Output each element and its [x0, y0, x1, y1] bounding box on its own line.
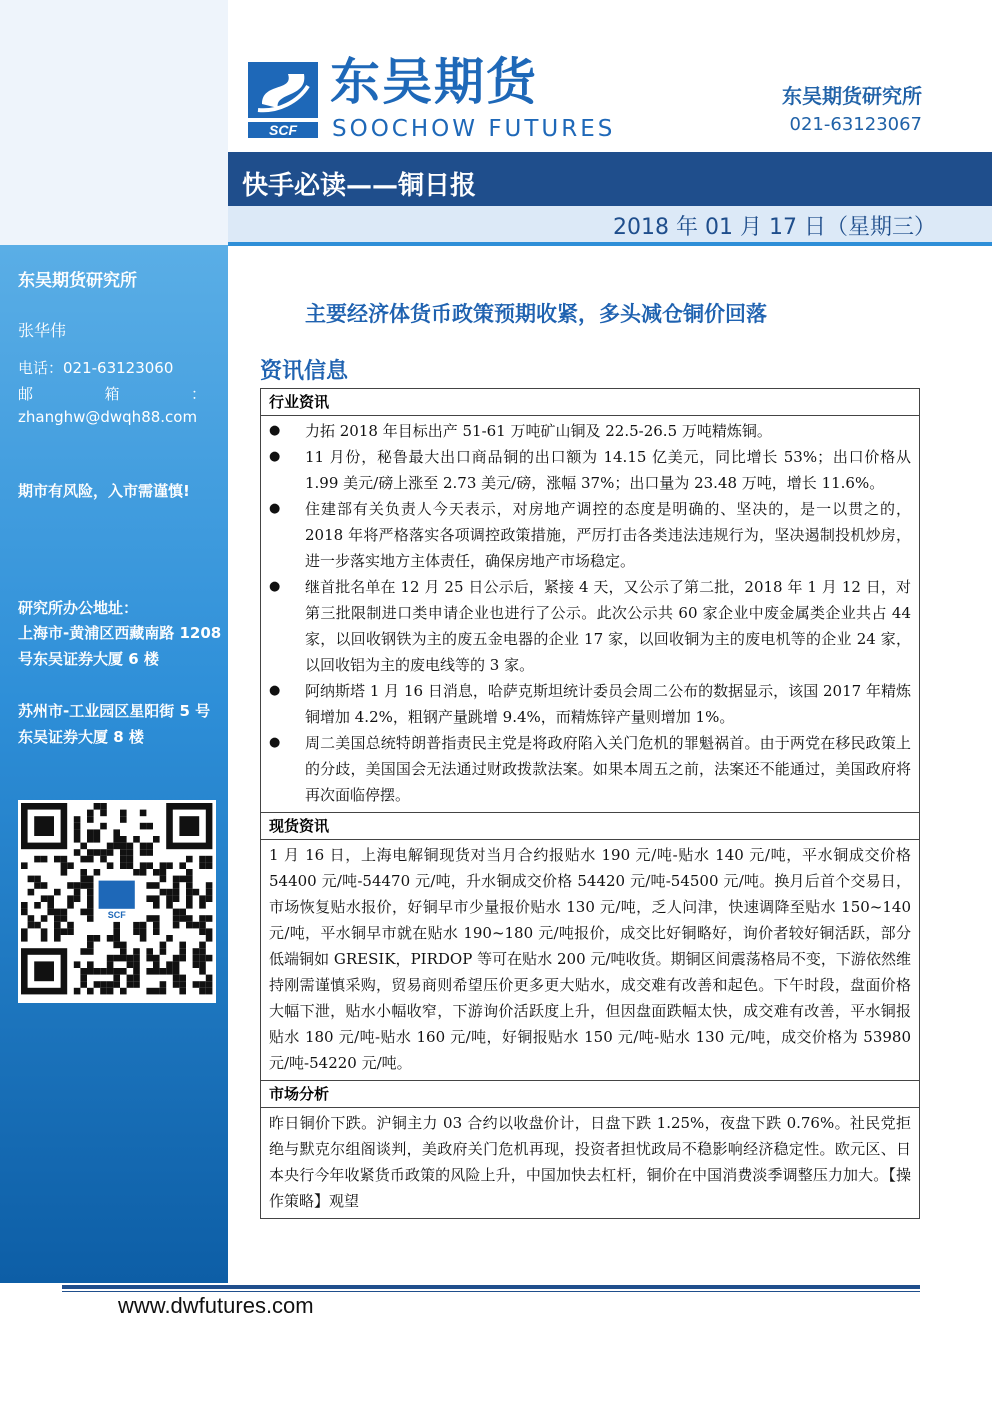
list-item: [269, 418, 911, 444]
scf-logo-icon: [248, 62, 318, 138]
market-analysis-body: [261, 1108, 919, 1218]
news-table: [260, 388, 920, 1219]
headline: 主要经济体货币政策预期收紧，多头减仓铜价回落: [305, 302, 767, 326]
report-title-bar: [228, 152, 992, 206]
list-item: [269, 730, 911, 808]
email-label-char-2: 箱: [104, 385, 120, 403]
list-item-text: 11 月份，秘鲁最大出口商品铜的出口额为 14.15 亿美元，同比增长 53%；出口价格从 1.99 美元/磅上涨至 2.73 美元/磅，涨幅 37%；出口量为 23.48 万吨，增长 11.6%。: [305, 448, 911, 492]
report-title: 快手必读——铜日报: [242, 171, 477, 201]
spot-news-text: 1 月 16 日，上海电解铜现货对当月合约报贴水 190 元/吨-贴水 140 元/吨，平水铜成交价格 54400 元/吨-54470 元/吨，升水铜成交价格 54420 元/吨-54500 元/吨。换月后首个交易日，市场恢复贴水报价，好铜早市少量报价贴水 130 元/吨，乏人问津，快速调降至贴水 150~140 元/吨，平水铜早市就在贴水 190~180 元/吨报价，成交比好铜略好，询价者较好铜活跃，部分低端铜如 GRESIK，PIRDOP 等可在贴水 200 元/吨收货。期铜区间震荡格局不变，下游依然维持刚需谨慎采购，贸易商则希望压价更多更大贴水，成交难有改善和起色。下午时段，盘面价格大幅下泄，贴水小幅收窄，下游询价活跃度上升，但因盘面跌幅太快，成交难有改善，平水铜报贴水 180 元/吨-贴水 160 元/吨，好铜报贴水 150 元/吨-贴水 130 元/吨，成交价格为 53980 元/吨-54220 元/吨。: [269, 846, 911, 1072]
address-title: 研究所办公地址：: [18, 599, 139, 617]
analyst-name: 张华伟: [18, 321, 67, 340]
email-label-char-1: 邮: [18, 385, 34, 403]
section-title: 资讯信息: [260, 359, 349, 384]
list-item: [269, 496, 911, 574]
bullet-icon: ●: [269, 683, 281, 698]
industry-news-header: 行业资讯: [261, 389, 919, 416]
email-label: [18, 383, 206, 404]
list-item-text: 力拓 2018 年目标出产 51-61 万吨矿山铜及 22.5-26.5 万吨精炼铜。: [305, 422, 772, 440]
brand-name-cn: 东吴期货: [330, 53, 538, 111]
header-phone: 021-63123067: [789, 114, 922, 135]
market-analysis-text: 昨日铜价下跌。沪铜主力 03 合约以收盘价计，日盘下跌 1.25%，夜盘下跌 0.76%。社民党拒绝与默克尔组阁谈判，美政府关门危机再现，投资者担忧政局不稳影响经济稳定性。欧元区、日本央行今年收紧货币政策的风险上升，中国加快去杠杆，铜价在中国消费淡季调整压力加大。【操作策略】观望: [269, 1114, 911, 1210]
bullet-icon: ●: [269, 449, 281, 464]
header-institute: 东吴期货研究所: [782, 84, 922, 108]
address-shanghai: 上海市-黄浦区西藏南路 1208 号东吴证券大厦 6 楼: [18, 624, 222, 668]
brand-name-en: SOOCHOW FUTURES: [332, 116, 616, 142]
footer-website-link[interactable]: www.dwfutures.com: [118, 1293, 314, 1318]
logo-text: SCF: [269, 122, 297, 138]
left-sidebar: [0, 0, 228, 1283]
bullet-icon: ●: [269, 579, 281, 594]
email-label-colon: ：: [190, 385, 206, 403]
footer-divider: [62, 1285, 920, 1289]
header-divider: [228, 242, 992, 246]
list-item: [269, 678, 911, 730]
qr-code-graphic: [18, 800, 216, 1003]
list-item-text: 继首批名单在 12 月 25 日公示后，紧接 4 天，又公示了第二批，2018 年 1 月 12 日，对第三批限制进口类申请企业也进行了公示。此次公示共 60 家企业中废金属类企业共占 44 家，以回收钢铁为主的废五金电器的企业 17 家，以回收铜为主的废电机等的企业 24 家，以回收铝为主的废电线等的 3 家。: [305, 578, 911, 674]
list-item-text: 周二美国总统特朗普指责民主党是将政府陷入关门危机的罪魁祸首。由于两党在移民政策上的分歧，美国国会无法通过财政拨款法案。如果本周五之前，法案还不能通过，美国政府将再次面临停摆。: [305, 734, 911, 804]
list-item-text: 阿纳斯塔 1 月 16 日消息，哈萨克斯坦统计委员会周二公布的数据显示，该国 2017 年精炼铜增加 4.2%，粗钢产量跳增 9.4%，而精炼锌产量则增加 1%。: [305, 682, 911, 726]
spot-news-body: [261, 840, 919, 1081]
list-item: [269, 444, 911, 496]
analyst-email[interactable]: zhanghw@dwqh88.com: [18, 408, 198, 426]
analyst-phone: 电话：021-63123060: [18, 359, 174, 377]
company-logo: [248, 62, 318, 138]
bullet-icon: ●: [269, 423, 281, 438]
bullet-icon: ●: [269, 501, 281, 516]
spot-news-header: 现货资讯: [261, 813, 919, 840]
bullet-icon: ●: [269, 735, 281, 750]
address-suzhou: 苏州市-工业园区星阳街 5 号东吴证券大厦 8 楼: [18, 702, 211, 746]
risk-warning: 期市有风险，入市需谨慎!: [18, 482, 190, 500]
list-item: [269, 574, 911, 678]
list-item-text: 住建部有关负责人今天表示，对房地产调控的态度是明确的、坚决的，是一以贯之的，2018 年将严格落实各项调控政策措施，严厉打击各类违法违规行为，坚决遏制投机炒房，进一步落实地方主体责任，确保房地产市场稳定。: [305, 500, 911, 570]
qr-code: [18, 800, 216, 1003]
footer-divider-thin: [62, 1291, 920, 1292]
svg-text:SCF: SCF: [107, 909, 126, 920]
report-date-bar: [228, 206, 992, 242]
industry-news-body: [261, 416, 919, 813]
sidebar-institute: 东吴期货研究所: [18, 271, 137, 291]
market-analysis-header: 市场分析: [261, 1081, 919, 1108]
report-date: 2018 年 01 月 17 日（星期三）: [613, 215, 936, 240]
